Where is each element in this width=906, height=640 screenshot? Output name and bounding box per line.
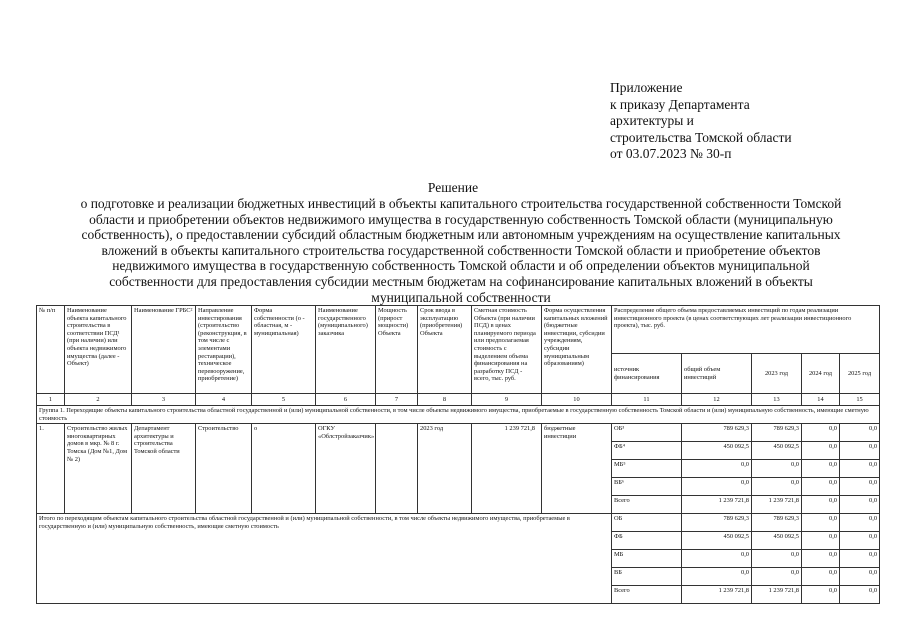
column-number: 11: [612, 394, 682, 406]
object-ownership: о: [252, 424, 316, 514]
column-number: 12: [682, 394, 752, 406]
y2024-cell: 0,0: [802, 478, 840, 496]
source-cell: ВБ⁶: [612, 478, 682, 496]
column-number: 5: [252, 394, 316, 406]
total-cell: 450 092,5: [682, 442, 752, 460]
header-cell: Форма собственности (о - областная, м - муниципальная): [252, 306, 316, 394]
y2024-cell: 0,0: [802, 550, 840, 568]
source-cell: ОБ: [612, 514, 682, 532]
source-cell: Всего: [612, 586, 682, 604]
object-number: 1.: [37, 424, 65, 514]
appendix-date-line: от 03.07.2023 № 30-п: [610, 146, 732, 161]
y2025-cell: 0,0: [840, 442, 880, 460]
source-cell: ВБ: [612, 568, 682, 586]
total-cell: 789 629,3: [682, 514, 752, 532]
header-cell: 2023 год: [752, 354, 802, 394]
y2025-cell: 0,0: [840, 478, 880, 496]
object-capacity: [376, 424, 418, 514]
column-number: 2: [65, 394, 132, 406]
total-cell: 789 629,3: [682, 424, 752, 442]
object-direction: Строительство: [196, 424, 252, 514]
header-cell: 2025 год: [840, 354, 880, 394]
column-number: 7: [376, 394, 418, 406]
appendix-line: строительства Томской области: [610, 129, 792, 145]
y2023-cell: 0,0: [752, 568, 802, 586]
y2024-cell: 0,0: [802, 424, 840, 442]
header-cell: источник финансирования: [612, 354, 682, 394]
column-number: 6: [316, 394, 376, 406]
y2023-cell: 1 239 721,8: [752, 586, 802, 604]
y2024-cell: 0,0: [802, 460, 840, 478]
appendix-line: Приложение: [610, 80, 683, 95]
y2023-cell: 0,0: [752, 478, 802, 496]
appendix-line: архитектуры и: [610, 113, 694, 128]
source-cell: ФБ⁴: [612, 442, 682, 460]
object-deadline: 2023 год: [418, 424, 472, 514]
y2025-cell: 0,0: [840, 550, 880, 568]
object-name: Строительство жилых многоквартирных домов в мкр. № 8 г. Томска (Дом №1, Дом № 2): [65, 424, 132, 514]
appendix-line: к приказу Департамента: [610, 96, 750, 112]
total-cell: 0,0: [682, 478, 752, 496]
total-cell: 0,0: [682, 550, 752, 568]
y2023-cell: 450 092,5: [752, 532, 802, 550]
y2024-cell: 0,0: [802, 586, 840, 604]
y2025-cell: 0,0: [840, 532, 880, 550]
y2025-cell: 0,0: [840, 586, 880, 604]
decision-title: Решение: [427, 180, 479, 195]
source-cell: ОБ³: [612, 424, 682, 442]
decision-subtitle: о подготовке и реализации бюджетных инвестиций в объекты капитального строительства государственной собственности Томской области и приобретении объектов недвижимого имущества в государственную собственность Томской области (муниципальную собственность), о предоставлении субсидий областным бюджетным или автономным учреждениям на осуществление капитальных вложений в объекты капитального строительства государственной собственности Томской области и приобретение объектов недвижимого имущества в государственную собственность Томской области и об определении объектов муниципальной собственности для предоставления субсидии местным бюджетам на софинансирование капитальных вложений в объекты муниципальной собственности: [80, 196, 842, 305]
column-number: 1: [37, 394, 65, 406]
group-title: Группа 1. Переходящие объекты капитального строительства областной государственной и (или) муниципальной собственности, в том числе объекты недвижимого имущества, приобретаемые в государственную собственность Томской области и (или) муниципальную собственность, имеющие сметную стоимость: [37, 406, 880, 424]
column-number: 3: [132, 394, 196, 406]
investment-table: [36, 305, 880, 604]
source-cell: ФБ: [612, 532, 682, 550]
y2025-cell: 0,0: [840, 568, 880, 586]
y2025-cell: 0,0: [840, 496, 880, 514]
y2023-cell: 1 239 721,8: [752, 496, 802, 514]
column-number: 13: [752, 394, 802, 406]
group-row: [37, 406, 880, 424]
total-cell: 1 239 721,8: [682, 496, 752, 514]
y2024-cell: 0,0: [802, 442, 840, 460]
header-cell: Наименование ГРБС²: [132, 306, 196, 394]
summary-label: Итого по переходящим объектам капитального строительства областной государственной и (или) муниципальной собственности, в том числе объекты недвижимого имущества, приобретаемые в государственную и (или) муниципальную собственность, имеющие сметную стоимость: [37, 514, 612, 604]
header-cell: № п/п: [37, 306, 65, 394]
y2025-cell: 0,0: [840, 514, 880, 532]
y2023-cell: 789 629,3: [752, 514, 802, 532]
column-number: 14: [802, 394, 840, 406]
total-cell: 450 092,5: [682, 532, 752, 550]
column-number: 10: [542, 394, 612, 406]
column-number: 15: [840, 394, 880, 406]
header-cell: Мощность (прирост мощности) Объекта: [376, 306, 418, 394]
y2023-cell: 789 629,3: [752, 424, 802, 442]
source-cell: МБ⁵: [612, 460, 682, 478]
object-row: [37, 424, 880, 442]
total-cell: 1 239 721,8: [682, 586, 752, 604]
column-number: 8: [418, 394, 472, 406]
y2025-cell: 0,0: [840, 424, 880, 442]
header-row: [37, 306, 880, 354]
y2024-cell: 0,0: [802, 568, 840, 586]
object-form: бюджетные инвестиции: [542, 424, 612, 514]
y2025-cell: 0,0: [840, 460, 880, 478]
column-numbers-row: [37, 394, 880, 406]
column-number: 9: [472, 394, 542, 406]
source-cell: МБ: [612, 550, 682, 568]
column-number: 4: [196, 394, 252, 406]
total-cell: 0,0: [682, 568, 752, 586]
source-cell: Всего: [612, 496, 682, 514]
y2024-cell: 0,0: [802, 532, 840, 550]
header-cell: Форма осуществления капитальных вложений (бюджетные инвестиции, субсидии учреждениям, субсидии муниципальным образованиям): [542, 306, 612, 394]
header-cell: 2024 год: [802, 354, 840, 394]
header-cell: Направление инвестирования (строительство (реконструкция, в том числе с элементами реставрации), техническое перевооружение, приобретение): [196, 306, 252, 394]
total-cell: 0,0: [682, 460, 752, 478]
header-cell: Наименование объекта капитального строительства в соответствии ПСД¹ (при наличии) или объекта недвижимого имущества (далее - Объект): [65, 306, 132, 394]
header-cell: Наименование государственного (муниципального) заказчика: [316, 306, 376, 394]
summary-row: [37, 514, 880, 532]
y2024-cell: 0,0: [802, 496, 840, 514]
y2023-cell: 0,0: [752, 460, 802, 478]
y2023-cell: 0,0: [752, 550, 802, 568]
appendix-block: [610, 80, 792, 163]
header-cell: Сметная стоимость Объекта (при наличии ПСД) в ценах планируемого периода или предполагаемая стоимость с выделением объема финансирования на разработку ПСД - всего, тыс. руб.: [472, 306, 542, 394]
header-cell: Срок ввода в эксплуатацию (приобретения) Объекта: [418, 306, 472, 394]
object-cost: 1 239 721,8: [472, 424, 542, 514]
header-distribution: Распределение общего объема предоставляемых инвестиций по годам реализации инвестиционного проекта (в ценах соответствующих лет реализации инвестиционного проекта), тыс. руб.: [612, 306, 880, 354]
object-grbs: Департамент архитектуры и строительства Томской области: [132, 424, 196, 514]
y2023-cell: 450 092,5: [752, 442, 802, 460]
y2024-cell: 0,0: [802, 514, 840, 532]
header-cell: общий объем инвестиций: [682, 354, 752, 394]
object-customer: ОГКУ «Облстройзаказчик»: [316, 424, 376, 514]
